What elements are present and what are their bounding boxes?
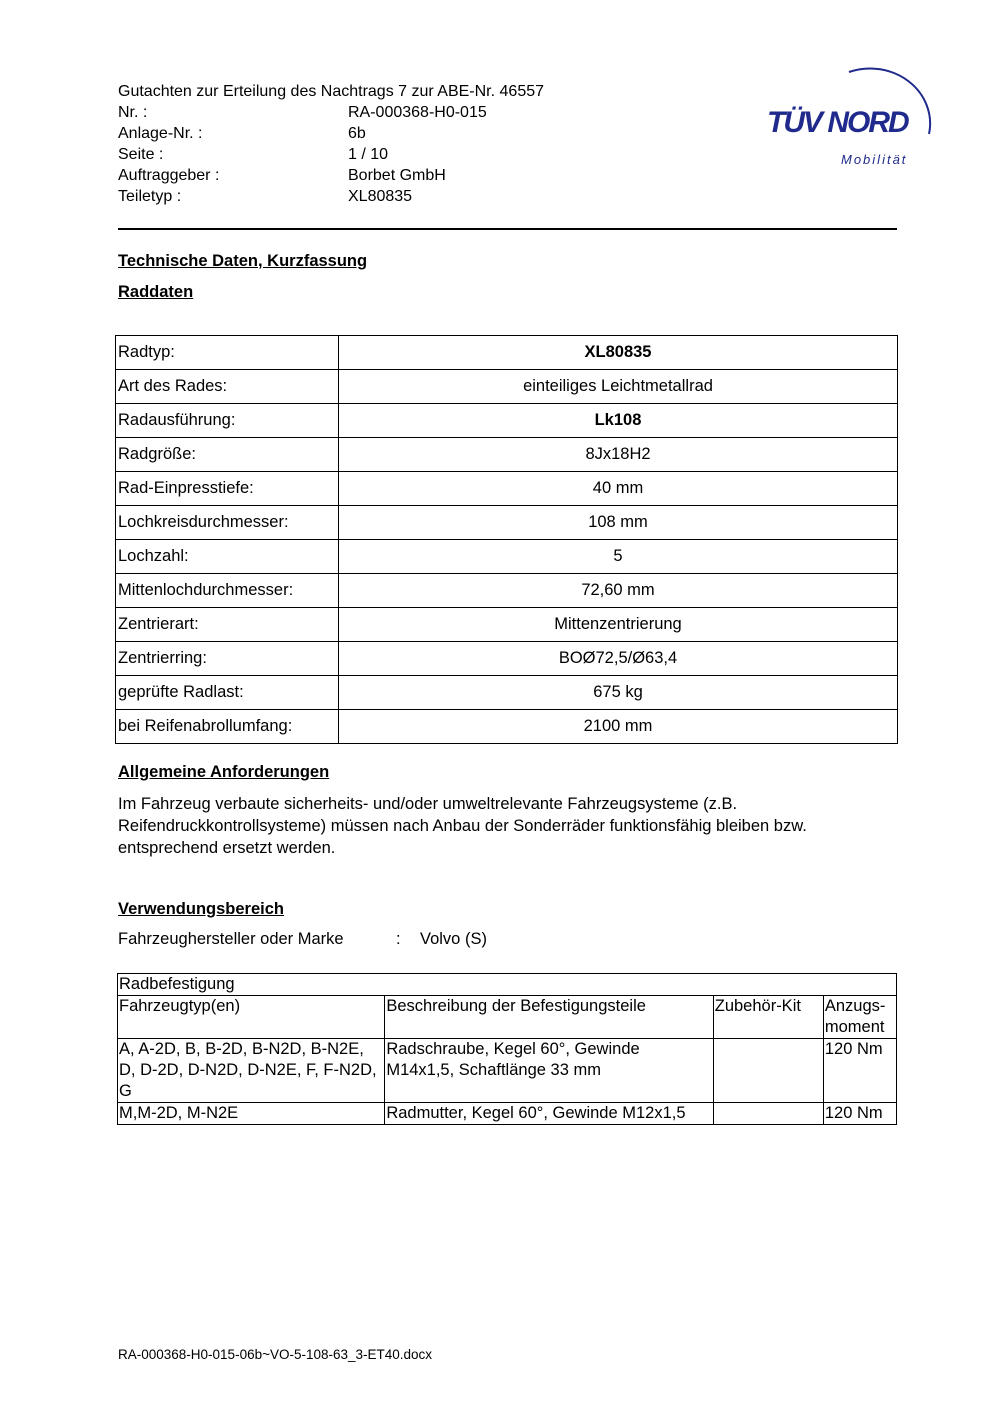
- column-header: Anzugs-moment: [823, 996, 896, 1039]
- field-label-auftraggeber: Auftraggeber :: [118, 167, 220, 184]
- row-label: Mittenlochdurchmesser:: [116, 574, 339, 608]
- table-header-row: [118, 996, 897, 1039]
- table-cell: [713, 1039, 823, 1103]
- row-value: 675 kg: [339, 676, 898, 710]
- field-label-nr: Nr. :: [118, 104, 148, 121]
- footer-filename: RA-000368-H0-015-06b~VO-5-108-63_3-ET40.docx: [118, 1347, 433, 1362]
- field-value-auftraggeber: Borbet GmbH: [348, 167, 446, 184]
- row-label: geprüfte Radlast:: [116, 676, 339, 710]
- row-value: XL80835: [339, 336, 898, 370]
- table-cell: 120 Nm: [823, 1039, 896, 1103]
- field-value-seite: 1 / 10: [348, 146, 389, 163]
- header-divider: [118, 228, 897, 230]
- table-cell: [713, 1103, 823, 1125]
- table-row: [118, 1103, 897, 1125]
- table-row: [116, 438, 898, 472]
- section-title-technical-data: Technische Daten, Kurzfassung: [118, 252, 368, 270]
- field-label-teiletyp: Teiletyp :: [118, 188, 182, 205]
- row-label: Art des Rades:: [116, 370, 339, 404]
- logo-brand: TÜV NORD: [767, 106, 908, 139]
- table-row: [116, 370, 898, 404]
- table-row: [116, 540, 898, 574]
- document-title: Gutachten zur Erteilung des Nachtrags 7 zur ABE-Nr. 46557: [118, 83, 545, 100]
- section-title-requirements: Allgemeine Anforderungen: [118, 763, 330, 781]
- table-row: [118, 1039, 897, 1103]
- table-row: [116, 404, 898, 438]
- row-value: Lk108: [339, 404, 898, 438]
- table-cell: Radmutter, Kegel 60°, Gewinde M12x1,5: [385, 1103, 713, 1125]
- tuv-nord-logo: [763, 58, 943, 173]
- column-header: Zubehör-Kit: [713, 996, 823, 1039]
- table-row: [116, 642, 898, 676]
- mounting-table: [117, 973, 897, 1125]
- field-value-nr: RA-000368-H0-015: [348, 104, 487, 121]
- manufacturer-separator: :: [396, 930, 401, 948]
- table-cell: 120 Nm: [823, 1103, 896, 1125]
- requirements-text: Im Fahrzeug verbaute sicherheits- und/oder umweltrelevante Fahrzeugsysteme (z.B. Reifendruckkontrollsysteme) müssen nach Anbau der Sonderräder funktionsfähig bleiben bzw. entsprechend ersetzt werden.: [118, 795, 807, 857]
- table-caption-row: [118, 974, 897, 996]
- field-label-anlage: Anlage-Nr. :: [118, 125, 203, 142]
- table-cell: A, A-2D, B, B-2D, B-N2D, B-N2E, D, D-2D, D-N2D, D-N2E, F, F-N2D, G: [118, 1039, 385, 1103]
- manufacturer-value: Volvo (S): [420, 930, 487, 948]
- row-value: 8Jx18H2: [339, 438, 898, 472]
- section-title-usage: Verwendungsbereich: [118, 900, 284, 918]
- field-label-seite: Seite :: [118, 146, 164, 163]
- column-header: Fahrzeugtyp(en): [118, 996, 385, 1039]
- row-label: Zentrierring:: [116, 642, 339, 676]
- row-label: Radgröße:: [116, 438, 339, 472]
- manufacturer-label: Fahrzeughersteller oder Marke: [118, 930, 344, 948]
- wheel-data-table: [115, 335, 898, 744]
- table-row: [116, 336, 898, 370]
- row-value: 72,60 mm: [339, 574, 898, 608]
- row-value: Mittenzentrierung: [339, 608, 898, 642]
- table-row: [116, 676, 898, 710]
- row-value: 5: [339, 540, 898, 574]
- table-row: [116, 472, 898, 506]
- row-value: 2100 mm: [339, 710, 898, 744]
- row-label: Lochkreisdurchmesser:: [116, 506, 339, 540]
- row-value: 40 mm: [339, 472, 898, 506]
- field-value-anlage: 6b: [348, 125, 366, 142]
- row-label: bei Reifenabrollumfang:: [116, 710, 339, 744]
- table-row: [116, 506, 898, 540]
- table-row: [116, 574, 898, 608]
- table-cell: M,M-2D, M-N2E: [118, 1103, 385, 1125]
- row-label: Radtyp:: [116, 336, 339, 370]
- field-value-teiletyp: XL80835: [348, 188, 413, 205]
- row-label: Radausführung:: [116, 404, 339, 438]
- row-value: BOØ72,5/Ø63,4: [339, 642, 898, 676]
- section-title-raddaten: Raddaten: [118, 283, 194, 301]
- row-label: Zentrierart:: [116, 608, 339, 642]
- table-row: [116, 608, 898, 642]
- logo-subtitle: Mobilität: [841, 152, 908, 167]
- row-label: Lochzahl:: [116, 540, 339, 574]
- table-row: [116, 710, 898, 744]
- table-cell: Radschraube, Kegel 60°, Gewinde M14x1,5, Schaftlänge 33 mm: [385, 1039, 713, 1103]
- row-value: einteiliges Leichtmetallrad: [339, 370, 898, 404]
- column-header: Beschreibung der Befestigungsteile: [385, 996, 713, 1039]
- row-label: Rad-Einpresstiefe:: [116, 472, 339, 506]
- table-caption: Radbefestigung: [118, 974, 897, 996]
- row-value: 108 mm: [339, 506, 898, 540]
